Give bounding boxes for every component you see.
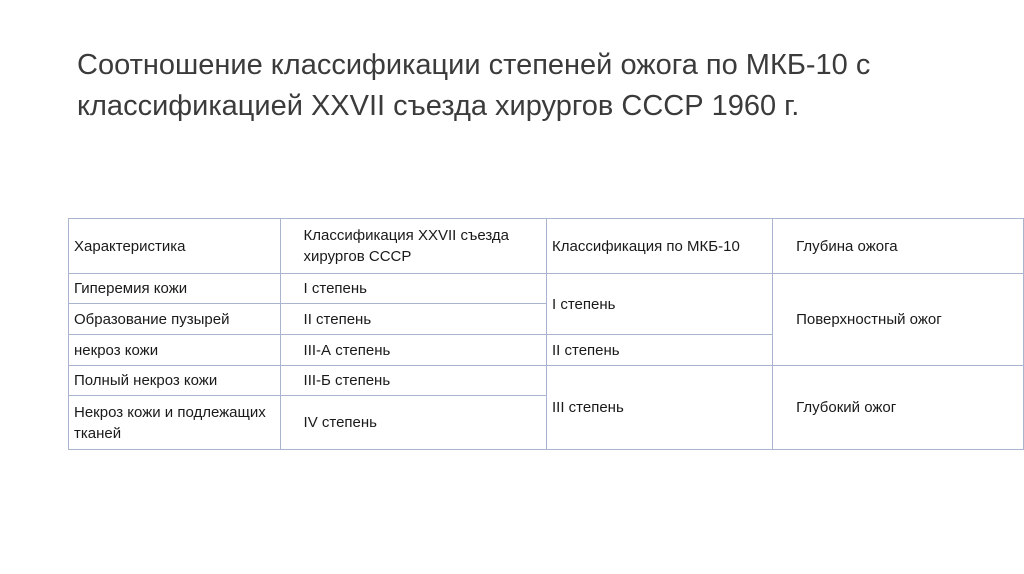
header-burn-depth: Глубина ожога: [773, 219, 1024, 274]
cell-depth-deep: Глубокий ожог: [773, 366, 1024, 450]
cell-characteristic: некроз кожи: [69, 335, 281, 366]
cell-congress-grade: III-Б степень: [280, 366, 546, 396]
cell-icd-grade-1: I степень: [547, 274, 773, 335]
cell-characteristic: Гиперемия кожи: [69, 274, 281, 304]
burn-classification-table: [68, 218, 1024, 450]
cell-icd-grade-3: III степень: [547, 366, 773, 450]
header-characteristic: Характеристика: [69, 219, 281, 274]
slide-title: Соотношение классификации степеней ожога по МКБ-10 с классификацией XXVII съезда хирургов СССР 1960 г.: [77, 49, 871, 122]
table-header-row: [69, 219, 1024, 274]
header-congress-classification: Классификация XXVII съезда хирургов СССР: [280, 219, 546, 274]
cell-congress-grade: I степень: [280, 274, 546, 304]
header-icd-classification: Классификация по МКБ-10: [547, 219, 773, 274]
cell-characteristic: Образование пузырей: [69, 304, 281, 335]
table-row: [69, 366, 1024, 396]
cell-icd-grade-2: II степень: [547, 335, 773, 366]
cell-congress-grade: II степень: [280, 304, 546, 335]
cell-depth-superficial: Поверхностный ожог: [773, 274, 1024, 366]
cell-characteristic: Полный некроз кожи: [69, 366, 281, 396]
cell-congress-grade: IV степень: [280, 396, 546, 450]
cell-characteristic: Некроз кожи и подлежащих тканей: [69, 396, 281, 450]
cell-congress-grade: III-А степень: [280, 335, 546, 366]
table-row: [69, 274, 1024, 304]
